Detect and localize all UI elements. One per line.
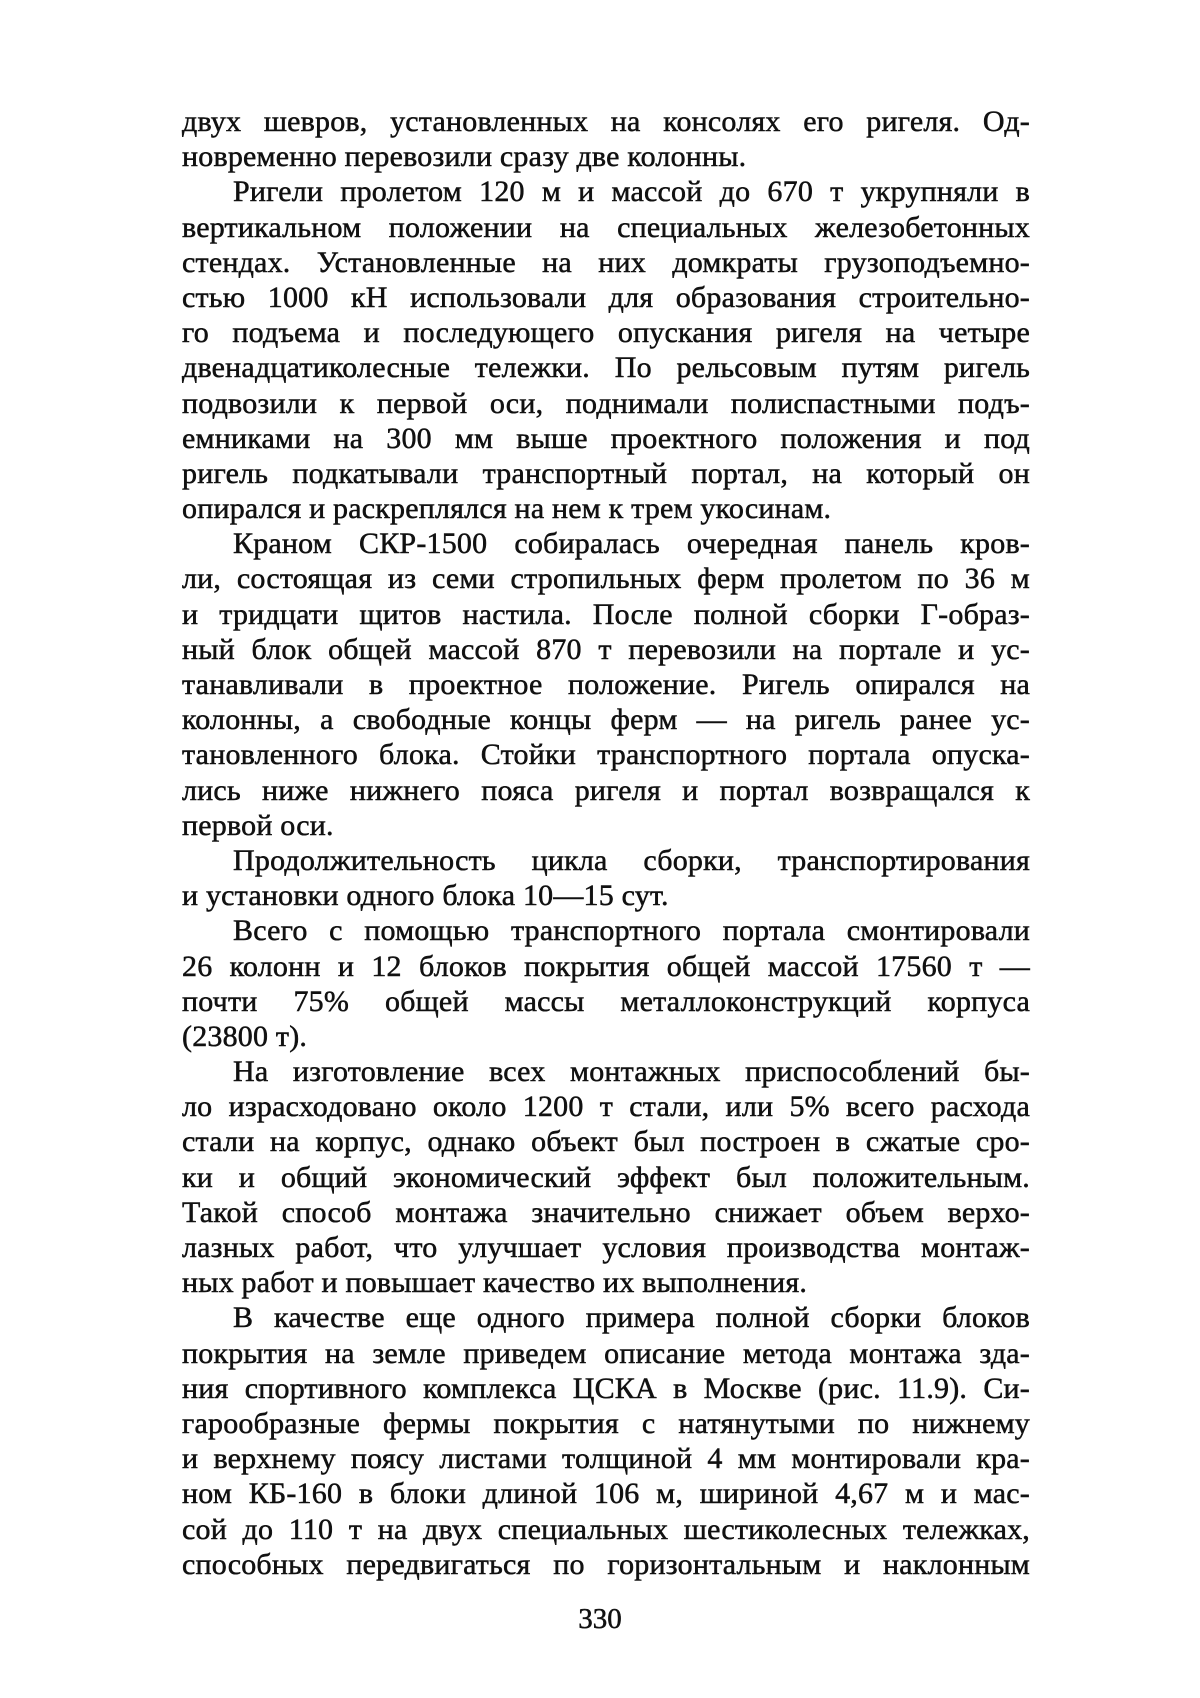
text-line: первой оси. <box>182 808 334 842</box>
text-line: Продолжительность цикла сборки, транспортирования <box>233 843 1030 877</box>
text-line: двух шевров, установленных на консолях его ригеля. Од- <box>182 105 1030 138</box>
text-line: покрытия на земле приведем описание метода монтажа зда- <box>182 1336 1030 1370</box>
text-line: и установки одного блока 10—15 сут. <box>182 879 669 913</box>
text-line: стендах. Установленные на них домкраты грузоподъемно- <box>182 245 1030 279</box>
text-line: стали на корпус, однако объект был построен в сжатые сро- <box>182 1125 1030 1159</box>
text-line: ли, состоящая из семи стропильных ферм пролетом по 36 м <box>182 562 1030 596</box>
page-body <box>182 104 1030 1582</box>
text-line: гарообразные фермы покрытия с натянутыми по нижнему <box>182 1406 1030 1440</box>
text-line: двенадцатиколесные тележки. По рельсовым путям ригель <box>182 351 1030 385</box>
text-line: Краном СКР-1500 собиралась очередная панель кров- <box>233 527 1030 561</box>
text-line: и тридцати щитов настила. После полной сборки Г-образ- <box>182 597 1030 631</box>
paragraph-4 <box>182 843 1030 913</box>
text-line: ния спортивного комплекса ЦСКА в Москве (рис. 11.9). Си- <box>182 1371 1030 1405</box>
text-line: Ригели пролетом 120 м и массой до 670 т укрупняли в <box>233 175 1030 209</box>
text-line: ных работ и повышает качество их выполнения. <box>182 1266 808 1300</box>
text-line: лазных работ, что улучшает условия производства монтаж- <box>182 1231 1030 1264</box>
text-line: подвозили к первой оси, поднимали полиспастными подъ- <box>182 386 1030 420</box>
text-line: и верхнему поясу листами толщиной 4 мм монтировали кра- <box>182 1442 1030 1476</box>
text-line: ло израсходовано около 1200 т стали, или 5% всего расхода <box>182 1090 1030 1124</box>
text-line: Такой способ монтажа значительно снижает объем верхо- <box>182 1195 1030 1229</box>
text-line: колонны, а свободные концы ферм — на ригель ранее ус- <box>182 703 1030 737</box>
text-line: го подъема и последующего опускания ригеля на четыре <box>182 316 1030 350</box>
text-line: вертикальном положении на специальных железобетонных <box>182 210 1030 244</box>
text-line: способных передвигаться по горизонтальным и наклонным <box>182 1547 1030 1581</box>
text-line: сой до 110 т на двух специальных шестиколесных тележках, <box>182 1512 1030 1546</box>
text-line: ный блок общей массой 870 т перевозили на портале и ус- <box>182 632 1030 666</box>
text-line: ригель подкатывали транспортный портал, на который он <box>182 456 1030 490</box>
text-line: тановленного блока. Стойки транспортного портала опуска- <box>182 738 1030 772</box>
paragraph-6 <box>182 1054 1030 1300</box>
text-line: Всего с помощью транспортного портала смонтировали <box>233 914 1030 948</box>
text-line: ки и общий экономический эффект был положительным. <box>182 1160 1030 1194</box>
paragraph-5 <box>182 913 1030 1054</box>
text-line: опирался и раскреплялся на нем к трем укосинам. <box>182 492 832 526</box>
paragraph-3 <box>182 526 1030 843</box>
page-number: 330 <box>578 1603 622 1635</box>
text-line: 26 колонн и 12 блоков покрытия общей массой 17560 т — <box>182 949 1030 983</box>
text-line: стью 1000 кН использовали для образования строительно- <box>182 280 1030 314</box>
text-line: новременно перевозили сразу две колонны. <box>182 140 747 174</box>
text-line: лись ниже нижнего пояса ригеля и портал возвращался к <box>182 773 1030 807</box>
text-line: танавливали в проектное положение. Ригель опирался на <box>182 668 1030 701</box>
text-line: На изготовление всех монтажных приспособлений бы- <box>233 1055 1030 1089</box>
text-line: емниками на 300 мм выше проектного положения и под <box>182 421 1030 455</box>
paragraph-1 <box>182 104 1030 174</box>
text-line: (23800 т). <box>182 1019 308 1053</box>
paragraph-2 <box>182 174 1030 526</box>
text-line: почти 75% общей массы металлоконструкций корпуса <box>182 984 1030 1018</box>
paragraph-7 <box>182 1300 1030 1582</box>
text-line: ном КБ-160 в блоки длиной 106 м, шириной 4,67 м и мас- <box>182 1477 1030 1511</box>
text-line: В качестве еще одного примера полной сборки блоков <box>233 1301 1030 1335</box>
